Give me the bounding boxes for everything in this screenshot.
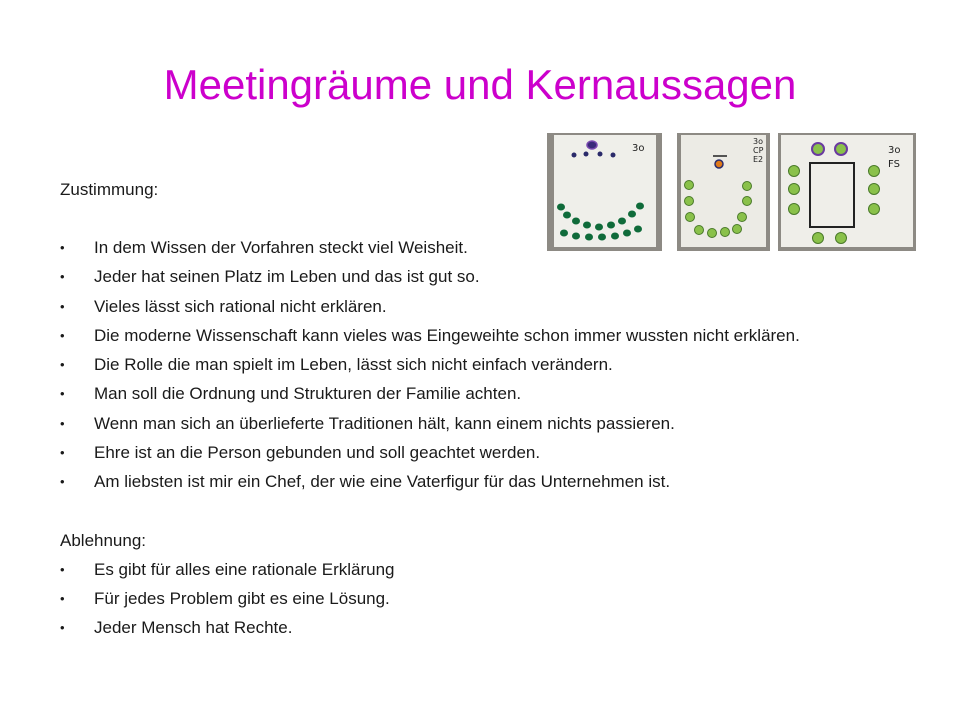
list-item: • Es gibt für alles eine rationale Erklärung bbox=[60, 555, 920, 584]
sketch-label: 3o bbox=[632, 143, 645, 154]
bullet-icon: • bbox=[60, 561, 65, 577]
sketch-label-line: FS bbox=[888, 159, 900, 170]
approval-list bbox=[60, 233, 920, 497]
slide-title: Meetingräume und Kernaussagen bbox=[163, 61, 797, 108]
rejection-list bbox=[60, 555, 920, 643]
rejection-heading: Ablehnung: bbox=[60, 530, 147, 550]
bullet-icon: • bbox=[60, 415, 65, 431]
sketch-label-line: 3o bbox=[753, 137, 763, 146]
list-item: • In dem Wissen der Vorfahren steckt viel Weisheit. bbox=[60, 233, 920, 262]
bullet-icon: • bbox=[60, 240, 65, 255]
bullet-icon: • bbox=[60, 298, 65, 314]
list-item: • Man soll die Ordnung und Strukturen der Familie achten. bbox=[60, 379, 920, 408]
bullet-icon: • bbox=[60, 269, 65, 285]
list-item: • Am liebsten ist mir ein Chef, der wie eine Vaterfigur für das Unternehmen ist. bbox=[60, 467, 920, 496]
bullet-icon: • bbox=[60, 445, 65, 461]
list-item: • Die moderne Wissenschaft kann vieles was Eingeweihte schon immer wussten nicht erklären. bbox=[60, 321, 920, 350]
bullet-icon: • bbox=[60, 327, 65, 343]
bullet-icon: • bbox=[60, 386, 65, 402]
list-item: • Jeder Mensch hat Rechte. bbox=[60, 613, 920, 642]
list-item: • Jeder hat seinen Platz im Leben und das ist gut so. bbox=[60, 262, 920, 291]
approval-heading: Zustimmung: bbox=[60, 180, 159, 199]
list-item: • Wenn man sich an überlieferte Traditionen hält, kann einem nichts passieren. bbox=[60, 409, 920, 438]
bullet-icon: • bbox=[60, 590, 65, 606]
bullet-icon: • bbox=[60, 474, 65, 490]
bullet-icon: • bbox=[60, 620, 65, 636]
list-item: • Vieles lässt sich rational nicht erklären. bbox=[60, 292, 920, 321]
bullet-icon: • bbox=[60, 357, 65, 373]
sketch-label-line: CP bbox=[753, 146, 764, 155]
slide-body bbox=[60, 175, 920, 643]
sketch-label-line: E2 bbox=[753, 155, 764, 164]
sketch-label-line: 3o bbox=[888, 145, 901, 156]
list-item: • Für jedes Problem gibt es eine Lösung. bbox=[60, 584, 920, 613]
list-item: • Die Rolle die man spielt im Leben, lässt sich nicht einfach verändern. bbox=[60, 350, 920, 379]
list-item: • Ehre ist an die Person gebunden und soll geachtet werden. bbox=[60, 438, 920, 467]
